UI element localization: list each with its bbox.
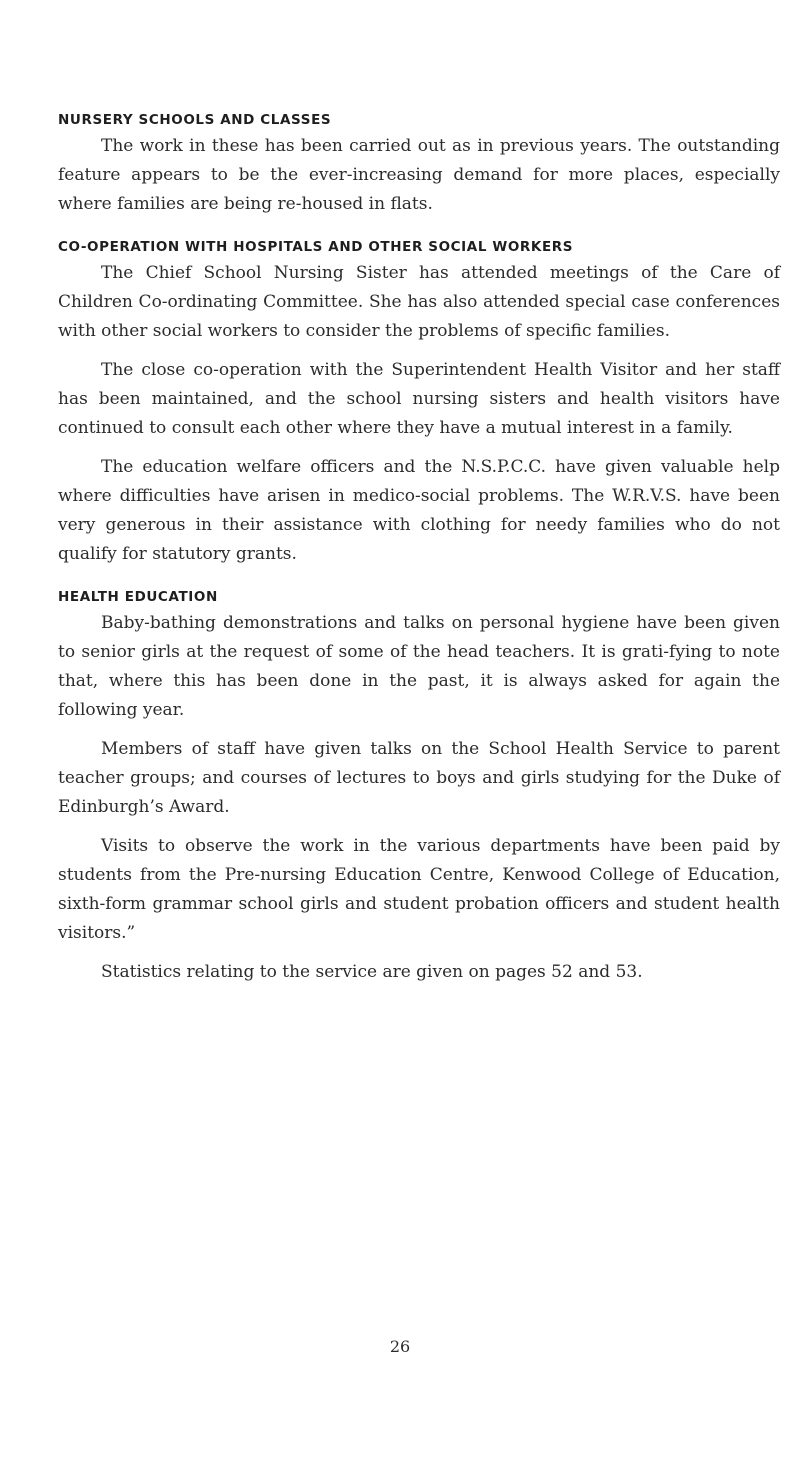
paragraph: Visits to observe the work in the various departments have been paid by students from the Pre-nursing Education Centre, Kenwood College of Education, sixth-form grammar school girls and student probation officers and student health visitors.”	[58, 836, 780, 943]
section-health-education	[58, 589, 780, 987]
section-nursery-schools	[58, 112, 780, 219]
document-page	[58, 112, 780, 987]
section-co-operation	[58, 239, 780, 569]
paragraph: The Chief School Nursing Sister has attended meetings of the Care of Children Co-ordinating Committee. She has also attended special case conferences with other social workers to consider the problems of specific families.	[58, 263, 780, 341]
paragraph: The work in these has been carried out as in previous years. The outstanding feature appears to be the ever-increasing demand for more places, especially where families are being re-housed in flats.	[58, 136, 780, 214]
section-heading: NURSERY SCHOOLS AND CLASSES	[58, 112, 332, 128]
page-number: 26	[389, 1337, 411, 1356]
section-heading: HEALTH EDUCATION	[58, 589, 218, 605]
paragraph: The education welfare officers and the N.S.P.C.C. have given valuable help where difficulties have arisen in medico-social problems. The W.R.V.S. have been very generous in their assistance with clothing for needy families who do not qualify for statutory grants.	[58, 457, 780, 564]
paragraph: Statistics relating to the service are given on pages 52 and 53.	[101, 962, 643, 982]
paragraph: The close co-operation with the Superintendent Health Visitor and her staff has been maintained, and the school nursing sisters and health visitors have continued to consult each other where they have a mutual interest in a family.	[58, 360, 780, 438]
paragraph: Members of staff have given talks on the School Health Service to parent teacher groups; and courses of lectures to boys and girls studying for the Duke of Edinburgh’s Award.	[58, 739, 780, 817]
paragraph: Baby-bathing demonstrations and talks on personal hygiene have been given to senior girls at the request of some of the head teachers. It is grati-fying to note that, where this has been done in the past, it is always asked for again the following year.	[58, 613, 780, 720]
section-heading: CO-OPERATION WITH HOSPITALS AND OTHER SOCIAL WORKERS	[58, 239, 574, 255]
